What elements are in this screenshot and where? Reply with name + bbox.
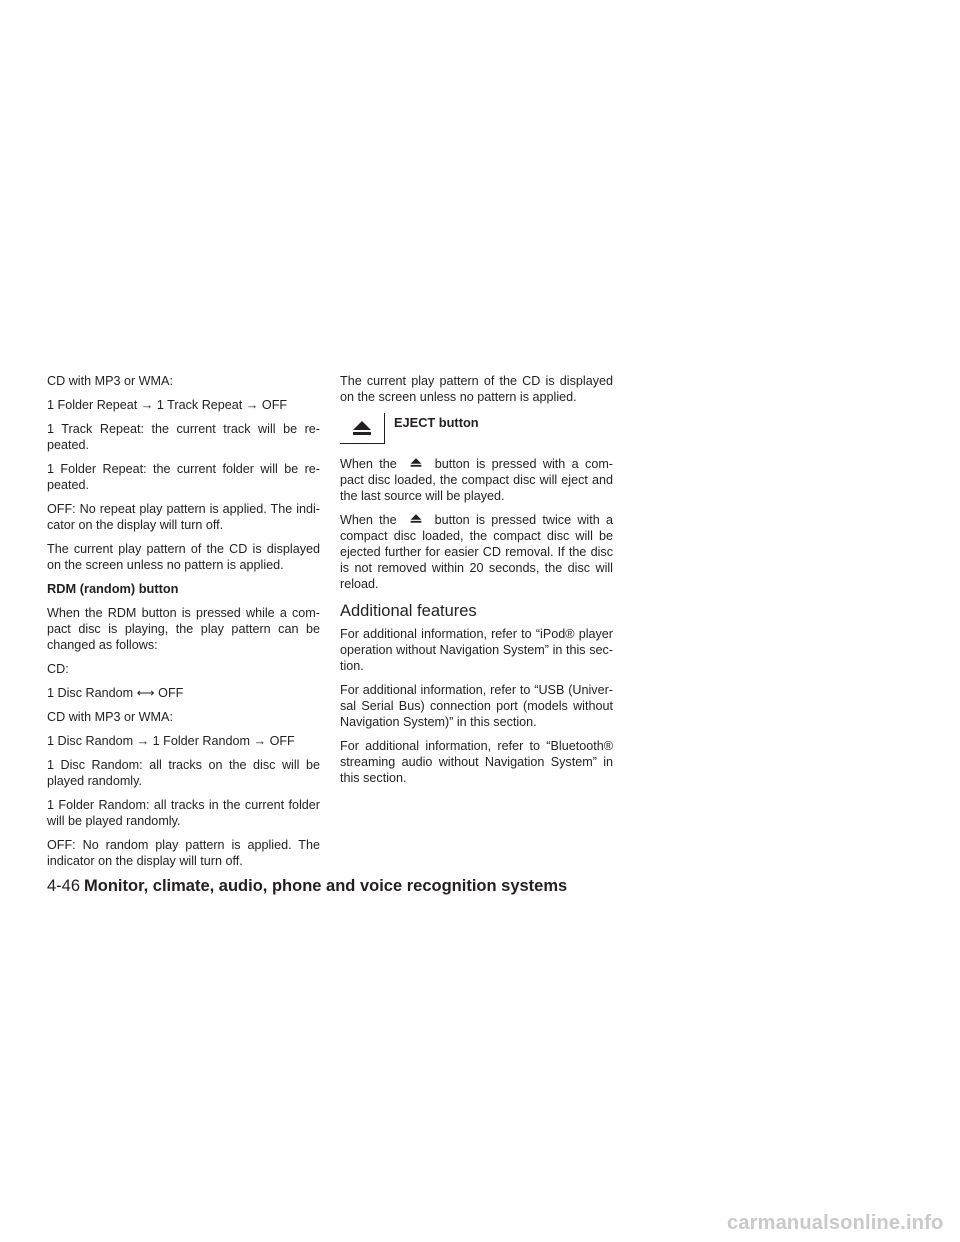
paragraph: 1 Disc Random ⟷ OFF bbox=[47, 686, 184, 700]
text-run: When the bbox=[340, 513, 397, 527]
paragraph: CD: bbox=[47, 662, 69, 676]
paragraph: 1 Track Repeat: the current track will be re-peated. bbox=[47, 422, 320, 452]
eject-heading-block bbox=[340, 413, 613, 444]
paragraph: 1 Disc Random → 1 Folder Random → OFF bbox=[47, 734, 295, 748]
rdm-heading: RDM (random) button bbox=[47, 581, 179, 596]
eject-icon bbox=[410, 457, 422, 468]
paragraph bbox=[340, 456, 613, 504]
text-run: button is pressed with a com-pact disc loaded, the compact disc will eject and the last source will be played. bbox=[340, 457, 614, 503]
paragraph: 1 Folder Repeat: the current folder will be re-peated. bbox=[47, 462, 320, 492]
additional-features-heading: Additional features bbox=[340, 602, 477, 620]
paragraph: When the RDM button is pressed while a com-pact disc is playing, the play pattern can be changed as follows: bbox=[47, 606, 320, 652]
eject-heading: EJECT button bbox=[394, 415, 479, 430]
eject-icon bbox=[352, 420, 372, 436]
eject-icon-inline bbox=[397, 456, 435, 472]
text-run: When the bbox=[340, 457, 397, 471]
paragraph: 1 Disc Random: all tracks on the disc will be played randomly. bbox=[47, 758, 320, 788]
paragraph: For additional information, refer to “Bluetooth® streaming audio without Navigation System” in this section. bbox=[340, 739, 613, 785]
paragraph: OFF: No repeat play pattern is applied. The indi-cator on the display will turn off. bbox=[47, 502, 320, 532]
paragraph: OFF: No random play pattern is applied. The indicator on the display will turn off. bbox=[47, 838, 320, 868]
paragraph: The current play pattern of the CD is displayed on the screen unless no pattern is applied. bbox=[47, 542, 320, 572]
paragraph: 1 Folder Random: all tracks in the current folder will be played randomly. bbox=[47, 798, 320, 828]
paragraph: For additional information, refer to “iPod® player operation without Navigation System” in this sec-tion. bbox=[340, 627, 613, 673]
eject-icon-frame bbox=[340, 413, 385, 444]
paragraph bbox=[340, 512, 613, 592]
paragraph: CD with MP3 or WMA: bbox=[47, 710, 173, 724]
page-number: 4-46 bbox=[47, 877, 81, 895]
left-column bbox=[47, 373, 320, 877]
watermark: carmanualsonline.info bbox=[727, 1212, 944, 1234]
eject-icon bbox=[410, 513, 422, 524]
chapter-title: Monitor, climate, audio, phone and voice recognition systems bbox=[84, 877, 568, 895]
paragraph: CD with MP3 or WMA: bbox=[47, 374, 173, 388]
paragraph: The current play pattern of the CD is displayed on the screen unless no pattern is applied. bbox=[340, 374, 613, 404]
right-column bbox=[340, 373, 613, 794]
page-footer bbox=[47, 876, 567, 896]
eject-icon-inline bbox=[397, 512, 435, 528]
text-run: button is pressed twice with a compact disc loaded, the compact disc will be ejected further for easier CD removal. If the disc is not removed within 20 seconds, the disc will reload. bbox=[340, 513, 613, 591]
paragraph: 1 Folder Repeat → 1 Track Repeat → OFF bbox=[47, 398, 288, 412]
paragraph: For additional information, refer to “USB (Univer-sal Serial Bus) connection port (models without Navigation System)” in this section. bbox=[340, 683, 613, 729]
